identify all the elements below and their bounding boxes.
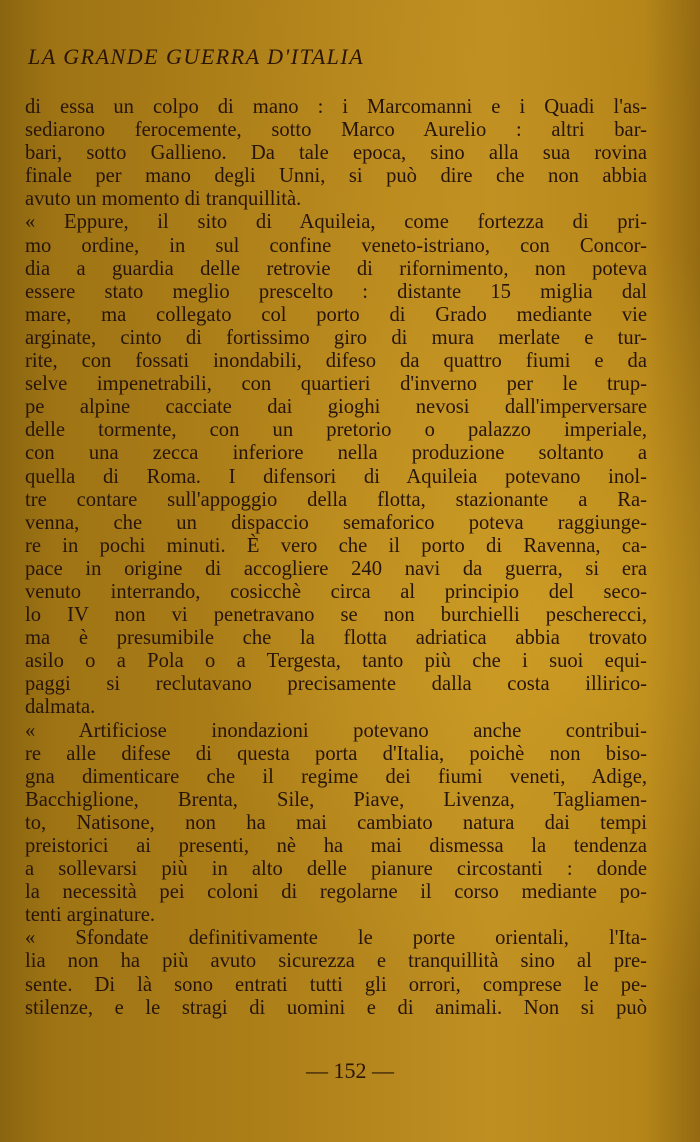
text-line: arginate, cinto di fortissimo giro di mura merlate e tur- — [25, 326, 647, 349]
text-line: finale per mano degli Unni, si può dire che non abbia — [25, 165, 647, 188]
body-text — [25, 96, 647, 1020]
text-line: tenti arginature. — [25, 904, 155, 927]
text-line: lo IV non vi penetravano se non burchielli pescherecci, — [25, 604, 647, 627]
text-line: pe alpine cacciate dai gioghi nevosi dall'imperversare — [25, 396, 647, 419]
text-line: venna, che un dispaccio semaforico poteva raggiunge- — [25, 511, 647, 534]
text-line: « Sfondate definitivamente le porte orientali, l'Ita- — [25, 927, 647, 950]
text-line: « Eppure, il sito di Aquileia, come fortezza di pri- — [25, 211, 647, 234]
text-line: dia a guardia delle retrovie di rifornimento, non poteva — [25, 257, 647, 280]
text-line: gna dimenticare che il regime dei fiumi veneti, Adige, — [25, 765, 647, 788]
text-line: sediarono ferocemente, sotto Marco Aurelio : altri bar- — [25, 119, 647, 142]
text-line: lia non ha più avuto sicurezza e tranquillità sino al pre- — [25, 950, 647, 973]
text-line: delle tormente, con un pretorio o palazzo imperiale, — [25, 419, 647, 442]
page-number: — 152 — — [306, 1058, 394, 1083]
text-line: stilenze, e le stragi di uomini e di animali. Non si può — [25, 996, 647, 1019]
text-line: bari, sotto Gallieno. Da tale epoca, sino alla sua rovina — [25, 142, 647, 165]
text-line: quella di Roma. I difensori di Aquileia potevano inol- — [25, 465, 647, 488]
text-line: pace in origine di accogliere 240 navi da guerra, si era — [25, 557, 647, 580]
text-line: di essa un colpo di mano : i Marcomanni e i Quadi l'as- — [25, 96, 647, 118]
running-title: LA GRANDE GUERRA D'ITALIA — [28, 44, 365, 69]
text-line: avuto un momento di tranquillità. — [25, 188, 302, 211]
text-line: essere stato meglio prescelto : distante 15 miglia dal — [25, 280, 647, 303]
text-line: con una zecca inferiore nella produzione soltanto a — [25, 442, 647, 465]
text-line: preistorici ai presenti, nè ha mai dismessa la tendenza — [25, 835, 647, 857]
text-line: selve impenetrabili, con quartieri d'inverno per le trup- — [25, 373, 647, 396]
text-line: Bacchiglione, Brenta, Sile, Piave, Livenza, Tagliamen- — [25, 788, 647, 811]
text-line: a sollevarsi più in alto delle pianure circostanti : donde — [25, 858, 647, 881]
text-line: la necessità pei coloni di regolarne il corso mediante po- — [25, 881, 647, 904]
text-line: re alle difese di questa porta d'Italia, poichè non biso- — [25, 742, 647, 765]
text-line: ma è presumibile che la flotta adriatica abbia trovato — [25, 627, 647, 650]
text-line: « Artificiose inondazioni potevano anche contribui- — [25, 719, 647, 742]
text-line: tre contare sull'appoggio della flotta, stazionante a Ra- — [25, 488, 647, 511]
text-line: mare, ma collegato col porto di Grado mediante vie — [25, 303, 647, 326]
text-line: paggi si reclutavano precisamente dalla costa illirico- — [25, 673, 647, 696]
text-line: re in pochi minuti. È vero che il porto di Ravenna, ca- — [25, 534, 647, 557]
text-line: sente. Di là sono entrati tutti gli orrori, comprese le pe- — [25, 973, 647, 996]
text-line: rite, con fossati inondabili, difeso da quattro fiumi e da — [25, 350, 647, 373]
text-line: mo ordine, in sul confine veneto-istriano, con Concor- — [25, 234, 647, 257]
text-line: venuto interrando, cosicchè circa al principio del seco- — [25, 580, 647, 603]
text-line: asilo o a Pola o a Tergesta, tanto più che i suoi equi- — [25, 650, 647, 673]
text-line: dalmata. — [25, 696, 96, 719]
text-line: to, Natisone, non ha mai cambiato natura dai tempi — [25, 811, 647, 834]
